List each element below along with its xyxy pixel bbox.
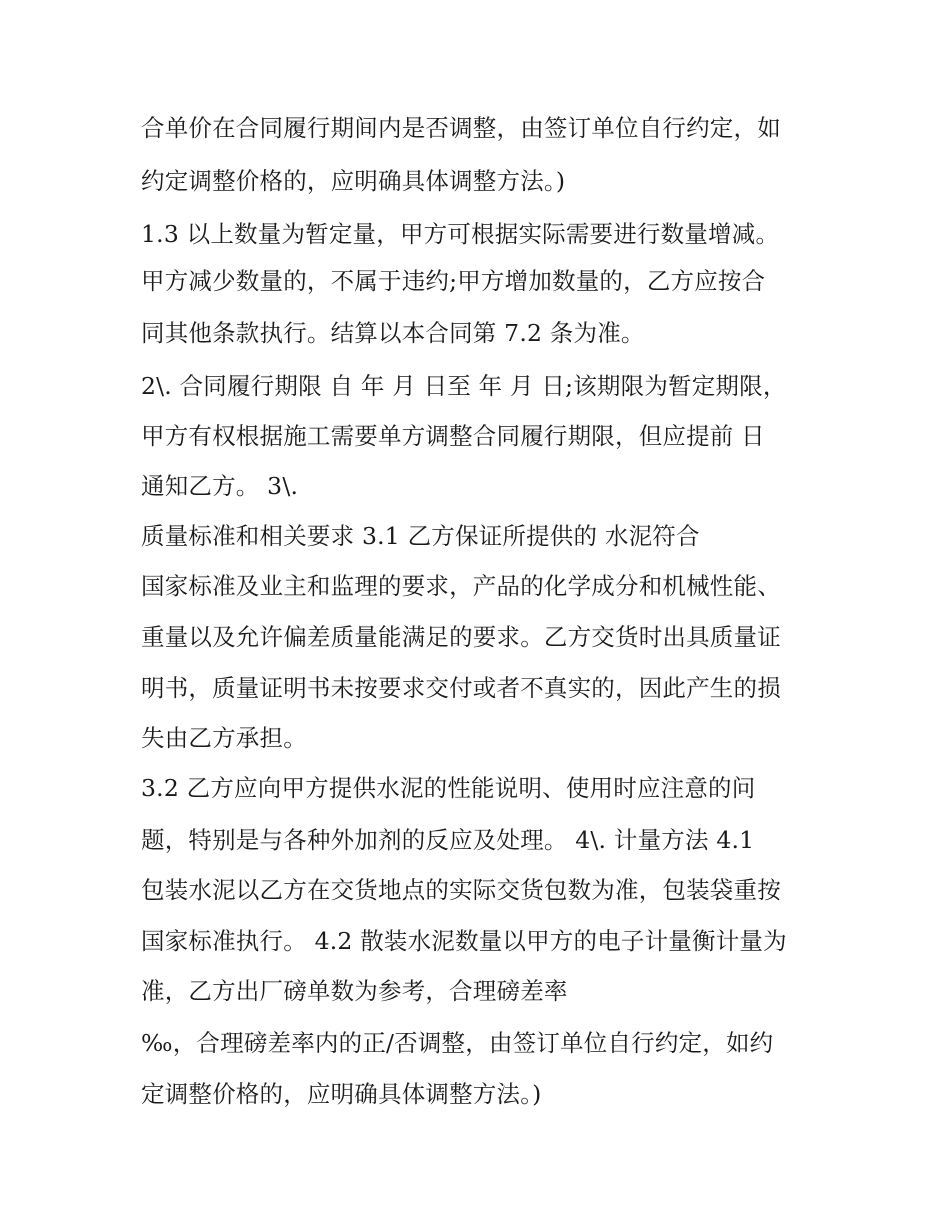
text-line: 3.2 乙方应向甲方提供水泥的性能说明、使用时应注意的问	[141, 774, 756, 802]
text-line: 定调整价格的，应明确具体调整方法。)	[141, 1080, 542, 1108]
text-line: 明书，质量证明书未按要求交付或者不真实的，因此产生的损	[141, 674, 781, 702]
text-line: 质量标准和相关要求 3.1 乙方保证所提供的 水泥符合	[141, 522, 700, 550]
text-line: 通知乙方。 3\.	[141, 472, 299, 500]
text-line: ‰，合理磅差率内的正/否调整，由签订单位自行约定，如约	[141, 1029, 774, 1057]
text-line: 失由乙方承担。	[141, 724, 307, 752]
text-line: 同其他条款执行。结算以本合同第 7.2 条为准。	[141, 319, 645, 347]
text-line: 约定调整价格的，应明确具体调整方法。)	[141, 167, 566, 195]
text-line: 合单价在合同履行期间内是否调整，由签订单位自行约定，如	[141, 114, 781, 142]
text-line: 国家标准执行。 4.2 散装水泥数量以甲方的电子计量衡计量为	[141, 927, 787, 955]
text-line: 甲方有权根据施工需要单方调整合同履行期限，但应提前 日	[141, 422, 765, 450]
text-line: 国家标准及业主和监理的要求，产品的化学成分和机械性能、	[141, 572, 781, 600]
text-line: 2\. 合同履行期限 自 年 月 日至 年 月 日;该期限为暂定期限，	[141, 372, 787, 400]
text-line: 题，特别是与各种外加剂的反应及处理。 4\. 计量方法 4.1	[141, 826, 755, 854]
text-line: 1.3 以上数量为暂定量，甲方可根据实际需要进行数量增减。	[141, 220, 780, 248]
text-line: 甲方减少数量的，不属于违约;甲方增加数量的，乙方应按合	[141, 267, 766, 295]
text-line: 准，乙方出厂磅单数为参考，合理磅差率	[141, 977, 568, 1005]
text-line: 包装水泥以乙方在交货地点的实际交货包数为准，包装袋重按	[141, 876, 781, 904]
text-line: 重量以及允许偏差质量能满足的要求。乙方交货时出具质量证	[141, 623, 781, 651]
